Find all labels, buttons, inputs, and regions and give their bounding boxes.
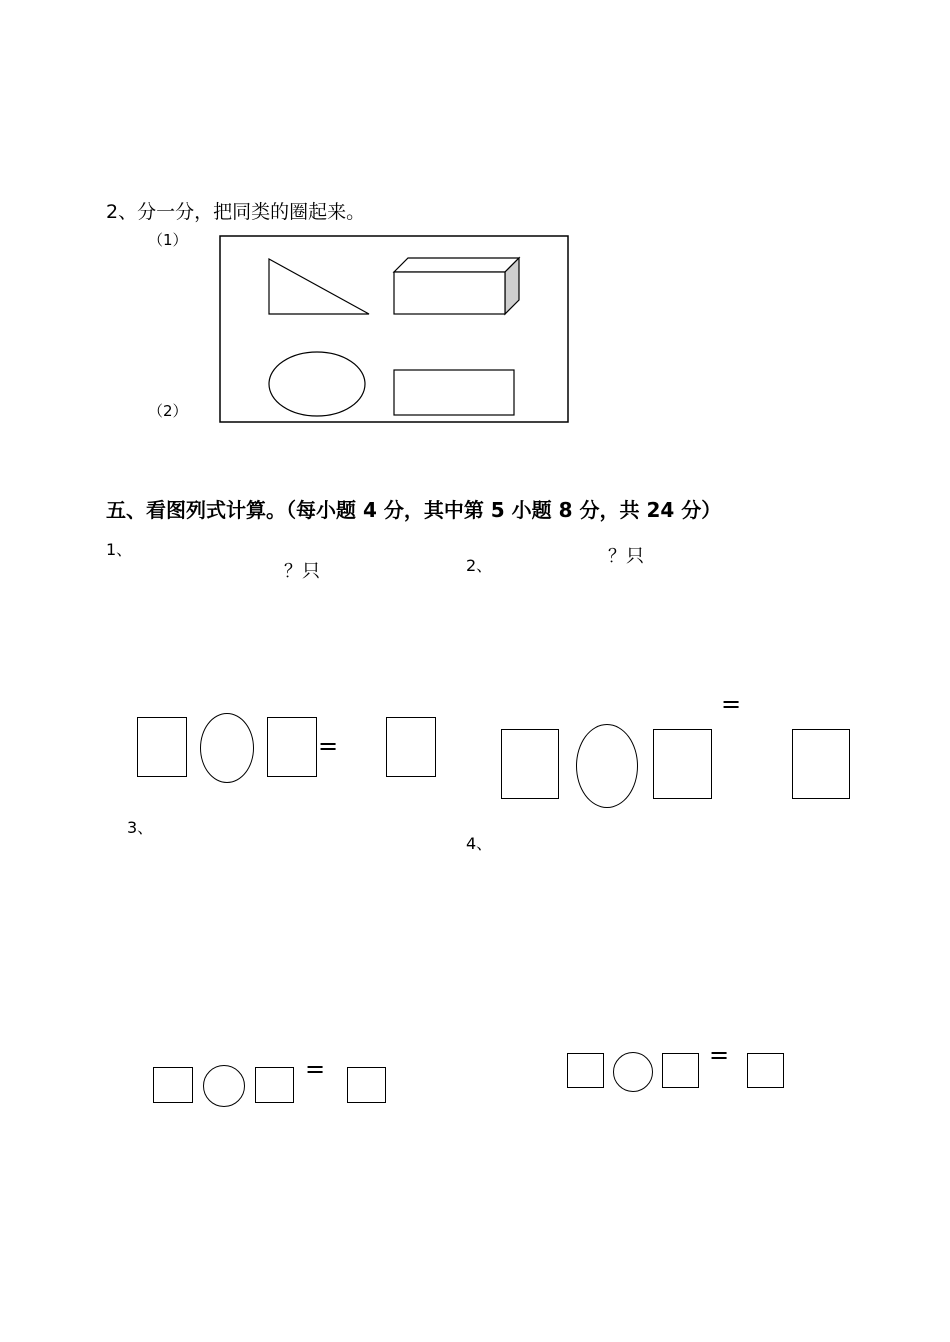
answer-box[interactable]: [153, 1067, 193, 1103]
operator-circle[interactable]: [576, 724, 638, 808]
answer-box[interactable]: [267, 717, 317, 777]
operator-circle[interactable]: [200, 713, 254, 783]
answer-box[interactable]: [567, 1053, 604, 1088]
result-box[interactable]: [386, 717, 436, 777]
problem-2-question: ？只: [608, 546, 644, 567]
answer-box[interactable]: [653, 729, 712, 799]
problem-3-number: 3、: [127, 818, 154, 837]
operator-circle[interactable]: [203, 1065, 245, 1107]
rectangle-shape: [394, 370, 514, 415]
answer-box[interactable]: [662, 1053, 699, 1088]
sub-label-1: （1）: [148, 231, 188, 249]
equals-sign: =: [318, 732, 339, 760]
section-5-title: 五、看图列式计算。（每小题 4 分，其中第 5 小题 8 分，共 24 分）: [106, 498, 722, 522]
sub-label-2: （2）: [148, 402, 188, 420]
cuboid-shape: [394, 258, 519, 314]
problem-1-number: 1、: [106, 540, 133, 559]
problem-2-number: 2、: [466, 556, 493, 575]
equals-sign: =: [709, 1041, 730, 1069]
triangle-shape: [269, 259, 369, 314]
problem-4-number: 4、: [466, 834, 493, 853]
result-box[interactable]: [792, 729, 850, 799]
answer-box[interactable]: [137, 717, 187, 777]
result-box[interactable]: [347, 1067, 386, 1103]
result-box[interactable]: [747, 1053, 784, 1088]
equals-sign: =: [721, 690, 742, 718]
equals-sign: =: [305, 1055, 326, 1083]
answer-box[interactable]: [501, 729, 559, 799]
answer-box[interactable]: [255, 1067, 294, 1103]
operator-circle[interactable]: [613, 1052, 653, 1092]
problem-1-question: ？只: [284, 561, 320, 582]
question-2-title: 2、分一分，把同类的圈起来。: [106, 201, 366, 223]
ellipse-shape: [269, 352, 365, 416]
